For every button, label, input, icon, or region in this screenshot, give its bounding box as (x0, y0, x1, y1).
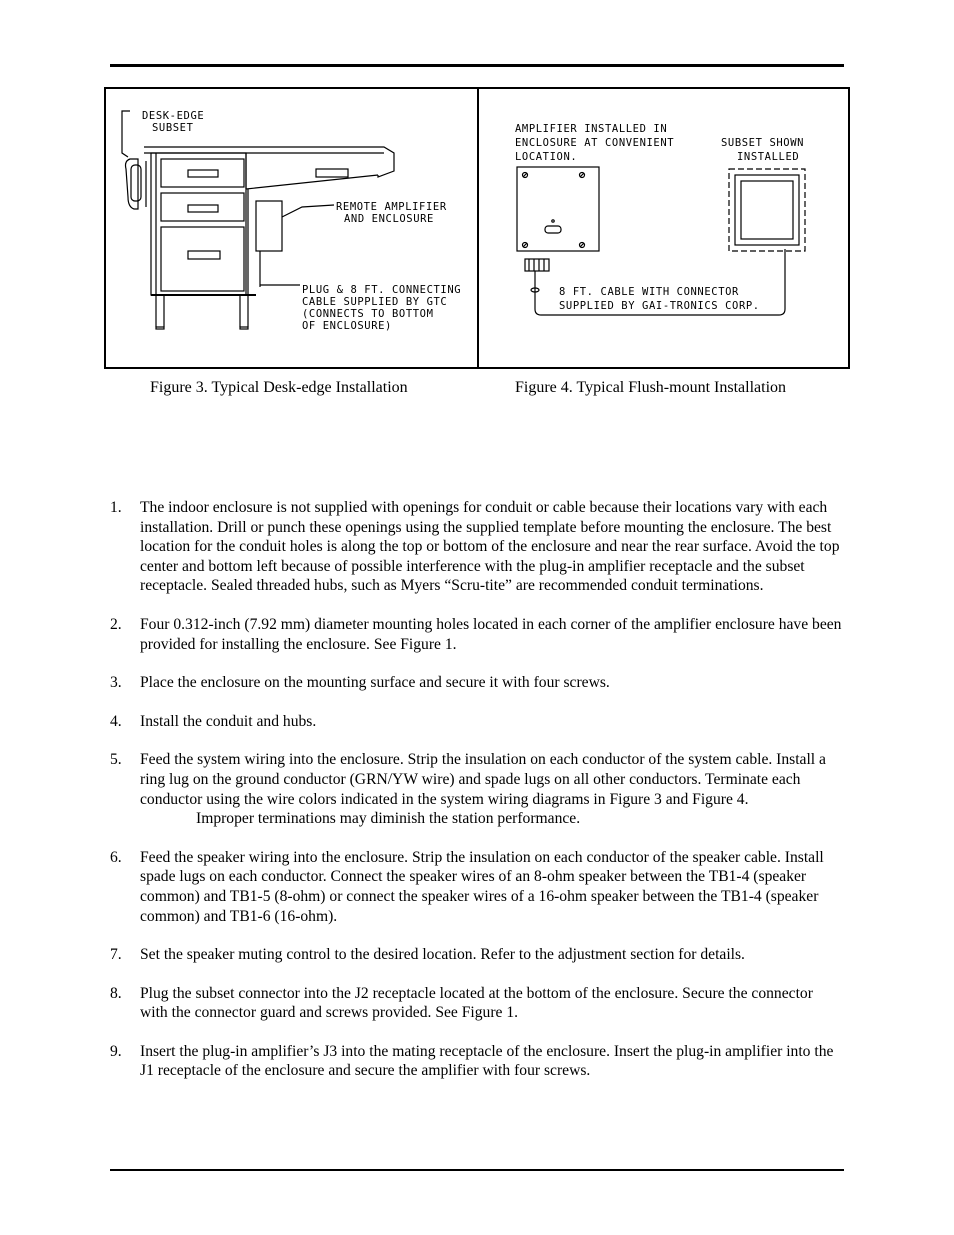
step-number: 4. (110, 712, 122, 730)
amp-installed-label-2: ENCLOSURE AT CONVENIENT (515, 137, 675, 149)
plug-label-3: (CONNECTS TO BOTTOM (302, 308, 434, 320)
step-item (110, 1042, 844, 1081)
figure-4-flush-mount-drawing (479, 89, 848, 367)
cable-label-1: 8 FT. CABLE WITH CONNECTOR (559, 286, 739, 298)
step-text: Insert the plug-in amplifier’s J3 into the mating receptacle of the enclosure. Insert the plug-in amplifier into the J1 receptacle of the enclosure and secure the amplifier with four screws. (140, 1042, 834, 1080)
cable-label-2: SUPPLIED BY GAI-TRONICS CORP. (559, 300, 760, 312)
step-item (110, 615, 844, 654)
step-text: Install the conduit and hubs. (140, 712, 317, 730)
step-number: 6. (110, 848, 122, 866)
step-item (110, 712, 844, 732)
step-item (110, 498, 844, 596)
amp-installed-label-3: LOCATION. (515, 151, 578, 163)
amplifier-label-2: AND ENCLOSURE (344, 213, 434, 225)
step-text: Place the enclosure on the mounting surface and secure it with four screws. (140, 674, 610, 692)
desk-edge-label-1: DESK-EDGE (142, 110, 205, 122)
plug-label-2: CABLE SUPPLIED BY GTC (302, 296, 448, 308)
step-item (110, 984, 844, 1023)
installation-steps (110, 498, 844, 1100)
step-number: 1. (110, 499, 122, 516)
step-number: 8. (110, 984, 122, 1002)
step-text: Four 0.312-inch (7.92 mm) diameter mounting holes located in each corner of the amplifier enclosure have been provided for installing the enclosure. See Figure 1. (140, 615, 842, 653)
subset-shown-label-1: SUBSET SHOWN (721, 137, 805, 149)
figure-4-caption: Figure 4. Typical Flush-mount Installation (515, 379, 787, 396)
step-note: Improper terminations may diminish the station performance. (196, 810, 581, 828)
step-number: 2. (110, 615, 122, 633)
figure-3-desk-edge-drawing (106, 89, 477, 367)
figure-3-caption: Figure 3. Typical Desk-edge Installation (150, 379, 408, 396)
step-item (110, 750, 844, 828)
step-text: Plug the subset connector into the J2 receptacle located at the bottom of the enclosure. Secure the connector with the connector guard and screws provided. See Figure 1. (140, 984, 813, 1022)
plug-label-4: OF ENCLOSURE) (302, 320, 392, 332)
step-item (110, 848, 844, 926)
step-number: 9. (110, 1042, 122, 1060)
step-item (110, 945, 844, 965)
step-text: Feed the system wiring into the enclosure. Strip the insulation on each conductor of the system cable. Install a ring lug on the ground conductor (GRN/YW wire) and spade lugs on all other conductors. Terminate each conductor using the wire colors indicated in the system wiring diagrams in Figure 3 and Figure 4. (140, 751, 826, 808)
footer-rule (110, 1169, 844, 1171)
step-text: Feed the speaker wiring into the enclosure. Strip the insulation on each conductor of the speaker cable. Install spade lugs on each conductor. Connect the speaker wires of an 8-ohm speaker between the TB1-4 (speaker common) and TB1-5 (8-ohm) or connect the speaker wires of a 16-ohm speaker between the TB1-4 (speaker common) and TB1-6 (16-ohm). (140, 848, 824, 925)
plug-label-1: PLUG & 8 FT. CONNECTING (302, 284, 462, 296)
step-number: 7. (110, 946, 122, 964)
step-number: 3. (110, 674, 122, 692)
desk-edge-label-2: SUBSET (152, 122, 194, 134)
step-number: 5. (110, 751, 122, 769)
step-text: Set the speaker muting control to the desired location. Refer to the adjustment section for details. (140, 946, 745, 964)
amp-installed-label-1: AMPLIFIER INSTALLED IN (515, 123, 668, 135)
subset-shown-label-2: INSTALLED (737, 151, 800, 163)
step-text: The indoor enclosure is not supplied with openings for conduit or cable because their locations vary with each installation. Drill or punch these openings using the supplied template before mounting the enclosure. The best location for the conduit holes is along the top or bottom of the enclosure and near the rear surface. Avoid the top center and bottom left because of possible interference with the plug-in amplifier receptacle and the subset receptacle. Sealed threaded hubs, such as Myers “Scru-tite” are recommended conduit terminations. (140, 499, 840, 595)
figure-frame (104, 87, 850, 369)
step-item (110, 673, 844, 693)
header-rule (110, 64, 844, 67)
amplifier-label-1: REMOTE AMPLIFIER (336, 201, 447, 213)
